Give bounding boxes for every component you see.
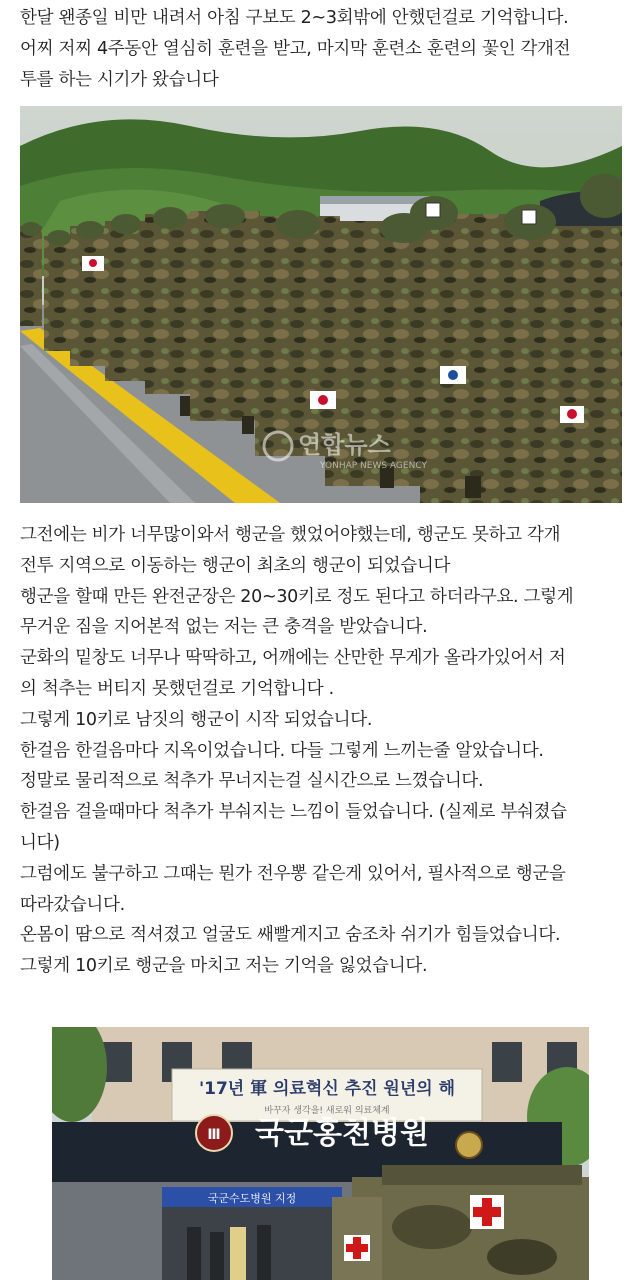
hospital-banner-sub: 바꾸자 생각을! 새로워 의료체계	[264, 1106, 390, 1116]
story-line: 그전에는 비가 너무많이와서 행군을 했었어야했는데, 행군도 못하고 각개	[20, 525, 561, 545]
story-line: 행군을 할때 만든 완전군장은 20~30키로 정도 된다고 하더라구요. 그렇게	[20, 586, 574, 607]
story-line: 그럼에도 불구하고 그때는 뭔가 전우뽕 같은게 있어서, 필사적으로 행군을	[20, 863, 566, 884]
watermark-ko: 연합뉴스	[298, 431, 391, 459]
story-line: 군화의 밑창도 너무나 딱딱하고, 어깨에는 산만한 무게가 올라가있어서 저	[20, 648, 566, 669]
march-photo	[20, 106, 622, 503]
svg-text:Ⅲ: Ⅲ	[207, 1127, 221, 1143]
story-line: 그렇게 10키로 행군을 마치고 저는 기억을 잃었습니다.	[20, 956, 428, 977]
story-line: 의 척추는 버티지 못했던걸로 기억합니다 .	[20, 678, 334, 699]
story-line: 그렇게 10키로 남짓의 행군이 시작 되었습니다.	[20, 709, 373, 730]
story-line: 전투 지역으로 이동하는 행군이 최초의 행군이 되었습니다	[20, 555, 451, 576]
story-line: 니다)	[20, 832, 60, 853]
story-line: 온몸이 땀으로 적셔졌고 얼굴도 쌔빨게지고 숨조차 쉬기가 힘들었습니다.	[20, 925, 561, 946]
story-line: 무거운 짐을 지어본적 없는 저는 큰 충격을 받았습니다.	[20, 617, 428, 638]
intro-line: 한달 왠종일 비만 내려서 아침 구보도 2~3회밖에 안했던걸로 기억합니다.	[20, 8, 569, 28]
hospital-sign: 국군홍천병원	[255, 1116, 429, 1151]
watermark-en: YONHAP NEWS AGENCY	[320, 461, 427, 471]
door-sign: 국군수도병원 지정	[207, 1192, 297, 1205]
hospital-photo	[52, 1027, 589, 1280]
intro-paragraph	[20, 3, 630, 95]
hospital-banner: '17년 軍 의료혁신 추진 원년의 해	[198, 1079, 456, 1099]
story-line: 한걸음 걸을때마다 척추가 부숴지는 느낌이 들었습니다. (실제로 부숴졌습	[20, 802, 567, 823]
story-line: 따라갔습니다.	[20, 894, 125, 915]
story-line: 정말로 물리적으로 척추가 무너지는걸 실시간으로 느꼈습니다.	[20, 771, 484, 792]
intro-line: 투를 하는 시기가 왔습니다	[20, 69, 219, 90]
intro-line: 어찌 저찌 4주동안 열심히 훈련을 받고, 마지막 훈련소 훈련의 꽃인 각개전	[20, 38, 571, 59]
story-line: 한걸음 한걸음마다 지옥이었습니다. 다들 그렇게 느끼는줄 알았습니다.	[20, 740, 544, 761]
story-paragraph	[20, 520, 630, 982]
